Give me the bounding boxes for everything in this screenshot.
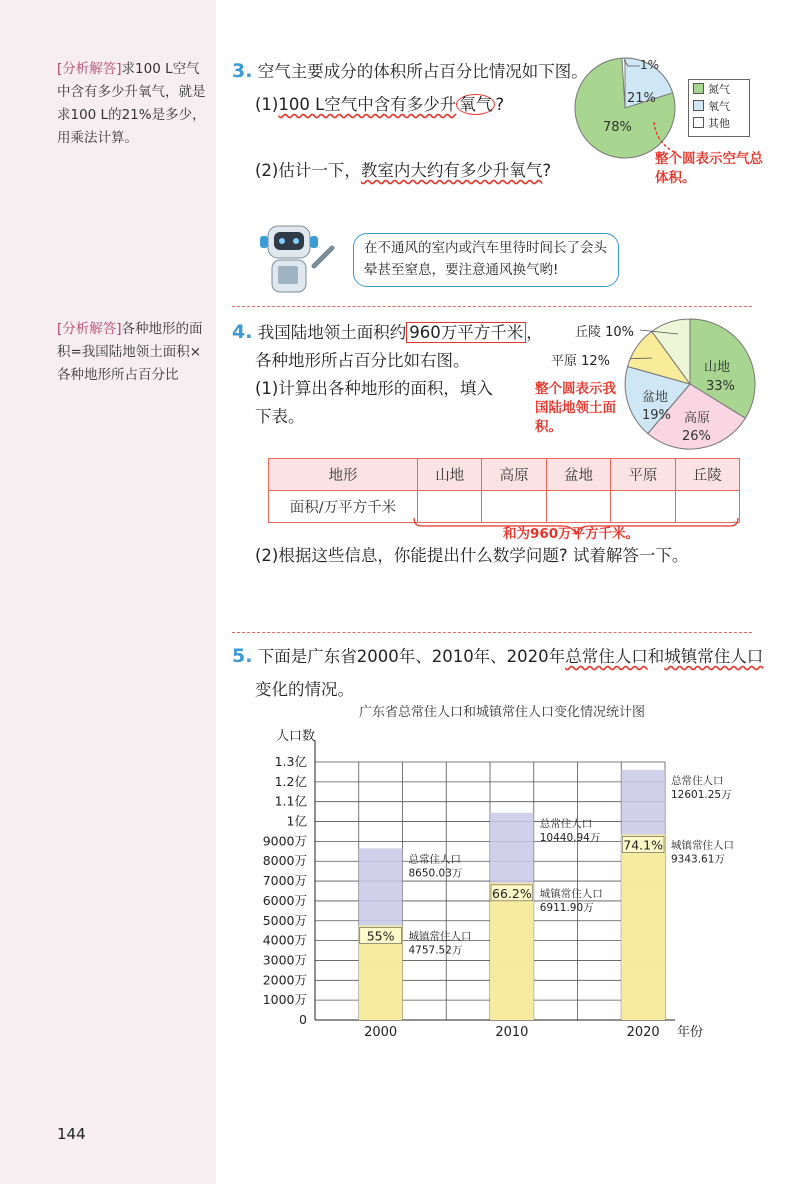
table-header: 平原 (611, 459, 675, 491)
data-label-total: 10440.94万 (539, 831, 601, 844)
data-label-total: 12601.25万 (671, 788, 732, 801)
underlined-text: 总常住人口 (565, 647, 648, 666)
part-label: (1) (255, 95, 279, 114)
x-tick-label: 2000 (364, 1025, 398, 1040)
q3-part2 (255, 157, 551, 181)
y-tick-label: 4000万 (262, 932, 307, 948)
y-tick-label: 1.2亿 (274, 773, 307, 789)
series-name-label: 总常住人口 (539, 817, 593, 830)
punct: ? (542, 161, 552, 180)
legend-swatch (693, 100, 704, 111)
pie-label-plateau: 高原 (684, 411, 711, 426)
percent-label: 66.2% (492, 885, 532, 901)
y-tick-label: 6000万 (262, 892, 307, 908)
x-tick-label: 2020 (626, 1025, 660, 1040)
y-tick-label: 1亿 (286, 813, 307, 829)
table-row-label: 面积/万平方千米 (269, 491, 418, 523)
legend-label: 氮气 (708, 82, 730, 96)
q4-part1: (1)计算出各种地形的面积，填入 (255, 379, 493, 398)
bar-urban-2010 (490, 883, 534, 1020)
pie-leader-lines (630, 322, 690, 372)
robot-icon (252, 222, 344, 300)
q3-part1 (255, 91, 504, 115)
page-number: 144 (57, 1125, 86, 1143)
data-label-urban: 4757.52万 (408, 944, 463, 957)
q5-stem-text: 下面是广东省2000年、2010年、2020年 (257, 647, 566, 666)
circled-word: 氧气 (456, 94, 495, 115)
series-name-label: 城镇常住人口 (539, 887, 603, 900)
pie-legend (688, 79, 750, 137)
pie-label-basin: 盆地 (642, 390, 669, 405)
underlined-text: 100 L空气中含有多少升 (278, 95, 457, 114)
legend-item (689, 80, 749, 97)
q4-stem2: 各种地形所占百分比如右图。 (255, 351, 470, 370)
q5-stem2: 变化的情况。 (255, 680, 354, 699)
data-label-urban: 6911.90万 (539, 901, 594, 914)
table-header: 山地 (418, 459, 482, 491)
pie-label-mountain: 山地 (704, 360, 731, 375)
legend-item (689, 114, 749, 131)
data-label-total: 8650.03万 (408, 867, 463, 880)
population-bar-chart (240, 698, 760, 1048)
pie-label-plain: 平原 12% (551, 354, 611, 369)
y-tick-label: 1.1亿 (274, 793, 307, 809)
q4-pie-note: 整个圆表示我国陆地领土面积。 (535, 381, 616, 435)
legend-swatch (693, 83, 704, 94)
q3-stem-text: 空气主要成分的体积所占百分比情况如下图。 (257, 62, 588, 81)
y-tick-label: 2000万 (262, 972, 307, 988)
legend-swatch (693, 117, 704, 128)
table-header: 丘陵 (675, 459, 739, 491)
data-label-urban: 9343.61万 (671, 853, 725, 866)
series-name-label: 城镇常住人口 (671, 839, 734, 852)
bar-urban-2020 (621, 835, 665, 1020)
part-label: (2)估计一下， (255, 161, 361, 180)
q5-stem-text: 和 (647, 647, 665, 666)
chart-title: 广东省总常住人口和城镇常住人口变化情况统计图 (358, 705, 646, 720)
series-name-label: 总常住人口 (671, 774, 724, 787)
table-header: 高原 (482, 459, 546, 491)
percent-label: 55% (366, 928, 395, 944)
table-header: 地形 (269, 459, 418, 491)
speech-bubble: 在不通风的室内或汽车里待时间长了会头晕甚至窒息，要注意通风换气哟! (353, 233, 619, 287)
legend-label: 其他 (708, 116, 730, 130)
pie-label-mountain-pct: 33% (706, 379, 735, 394)
analysis-tag: [分析解答] (57, 321, 122, 337)
pie-label-oxygen: 21% (627, 91, 656, 106)
pie-label-plateau-pct: 26% (682, 429, 711, 444)
q4-stem (232, 319, 543, 343)
pie-label-other: 1% (640, 58, 660, 72)
sidebar (0, 0, 216, 1184)
pie-label-basin-pct: 19% (642, 408, 671, 423)
analysis-text: 各种地形的面积=我国陆地领土面积×各种地形所占百分比 (57, 321, 203, 383)
analysis-note-q4 (57, 318, 207, 387)
y-tick-label: 8000万 (262, 853, 307, 869)
legend-label: 氧气 (708, 99, 730, 113)
table-header-row (269, 459, 740, 491)
pie-label-hill: 丘陵 10% (575, 325, 635, 340)
legend-item (689, 97, 749, 114)
pie-label-nitrogen: 78% (603, 120, 632, 135)
divider (232, 306, 752, 307)
punct: ， (526, 323, 543, 342)
y-tick-label: 0 (299, 1012, 307, 1027)
table-header: 盆地 (546, 459, 610, 491)
y-tick-label: 3000万 (262, 952, 307, 968)
series-name-label: 总常住人口 (408, 853, 461, 866)
q4-stem-text: 我国陆地领土面积约 (257, 323, 407, 342)
sum-note: 和为960万平方千米。 (503, 526, 640, 542)
divider (232, 632, 752, 633)
y-tick-label: 1000万 (262, 992, 307, 1008)
analysis-text: 求100 L空气中含有多少升氧气，就是求100 L的21%是多少，用乘法计算。 (57, 61, 206, 146)
q3-stem (232, 58, 588, 82)
boxed-value: 960万平方千米 (406, 322, 526, 343)
y-tick-label: 5000万 (262, 912, 307, 928)
y-tick-label: 9000万 (262, 833, 307, 849)
underlined-text: 教室内大约有多少升氧气 (360, 161, 543, 180)
q4-part1b: 下表。 (255, 407, 305, 426)
q4-part2: (2)根据这些信息，你能提出什么数学问题? 试着解答一下。 (255, 546, 689, 565)
x-tick-label: 2010 (495, 1025, 529, 1040)
terrain-area-table (268, 458, 740, 523)
y-tick-label: 7000万 (262, 873, 307, 889)
analysis-note-q3 (57, 58, 207, 150)
y-tick-label: 1.3亿 (274, 754, 307, 769)
chart-ylabel: 人口数 (276, 729, 316, 744)
question-number: 5. (232, 645, 253, 667)
question-number: 4. (232, 321, 253, 343)
analysis-tag: [分析解答] (57, 61, 122, 77)
underlined-text: 城镇常住人口 (664, 647, 764, 666)
q5-stem (232, 643, 763, 667)
percent-label: 74.1% (623, 837, 663, 853)
series-name-label: 城镇常住人口 (408, 930, 472, 943)
punct: ? (495, 95, 505, 114)
q3-pie-note: 整个圆表示空气总体积。 (655, 151, 763, 186)
question-number: 3. (232, 60, 253, 82)
chart-xlabel: 年份 (677, 1025, 704, 1040)
